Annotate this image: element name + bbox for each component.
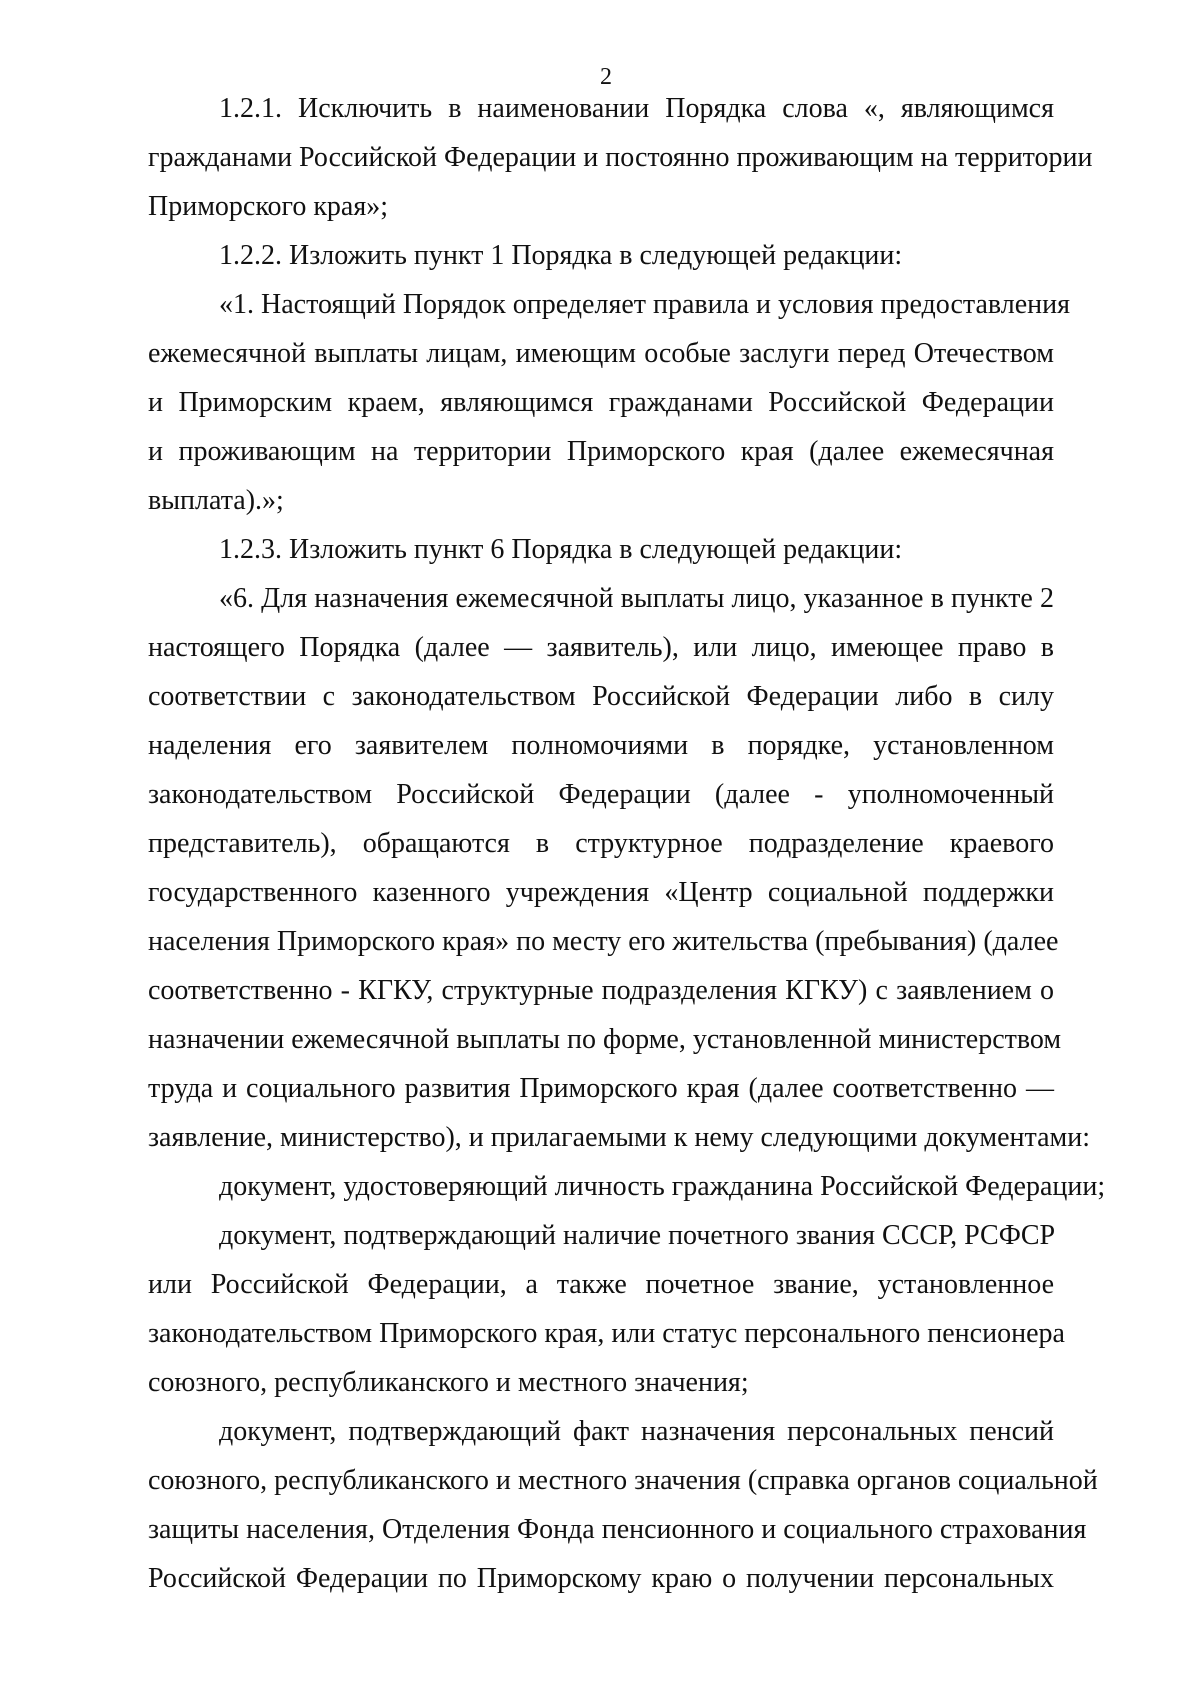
text-line: документ, подтверждающий наличие почетного звания СССР, РСФСР [219,1220,1056,1251]
text-line: или Российской Федерации, а также почетное звание, установленное [148,1269,1054,1300]
text-line: союзного, республиканского и местного значения (справка органов социальной [148,1465,1098,1496]
document-body [148,84,1106,1603]
text-line: гражданами Российской Федерации и постоянно проживающим на территории [148,142,1093,173]
text-line: государственного казенного учреждения «Центр социальной поддержки [148,877,1054,908]
text-line: 1.2.2. Изложить пункт 1 Порядка в следующей редакции: [219,240,903,271]
text-line: настоящего Порядка (далее — заявитель), или лицо, имеющее право в [148,632,1054,663]
text-line: «1. Настоящий Порядок определяет правила и условия предоставления [219,289,1071,320]
text-line: 1.2.3. Изложить пункт 6 Порядка в следующей редакции: [219,534,903,565]
text-line: законодательством Приморского края, или статус персонального пенсионера [148,1318,1065,1349]
text-line: законодательством Российской Федерации (далее - уполномоченный [148,779,1054,810]
text-line: 1.2.1. Исключить в наименовании Порядка слова «, являющимся [219,93,1054,124]
text-line: населения Приморского края» по месту его жительства (пребывания) (далее [148,926,1059,957]
text-line: выплата).»; [148,485,284,516]
text-line: представитель), обращаются в структурное подразделение краевого [148,828,1054,859]
text-line: назначении ежемесячной выплаты по форме, установленной министерством [148,1024,1062,1055]
text-line: «6. Для назначения ежемесячной выплаты лицо, указанное в пункте 2 [219,583,1054,614]
text-line: и Приморским краем, являющимся гражданами Российской Федерации [148,387,1054,418]
text-line: Приморского края»; [148,191,389,222]
page-number: 2 [600,64,612,90]
text-line: Российской Федерации по Приморскому краю о получении персональных [148,1563,1054,1594]
text-line: защиты населения, Отделения Фонда пенсионного и социального страхования [148,1514,1087,1545]
text-line: соответственно - КГКУ, структурные подразделения КГКУ) с заявлением о [148,975,1054,1006]
text-line: заявление, министерство), и прилагаемыми к нему следующими документами: [148,1122,1091,1153]
text-line: документ, удостоверяющий личность гражданина Российской Федерации; [219,1171,1106,1202]
text-line: союзного, республиканского и местного значения; [148,1367,749,1398]
text-line: ежемесячной выплаты лицам, имеющим особые заслуги перед Отечеством [148,338,1054,369]
text-line: документ, подтверждающий факт назначения персональных пенсий [219,1416,1054,1447]
text-line: соответствии с законодательством Российской Федерации либо в силу [148,681,1054,712]
text-line: труда и социального развития Приморского края (далее соответственно — [148,1073,1054,1104]
text-line: наделения его заявителем полномочиями в порядке, установленном [148,730,1054,761]
text-line: и проживающим на территории Приморского края (далее ежемесячная [148,436,1054,467]
